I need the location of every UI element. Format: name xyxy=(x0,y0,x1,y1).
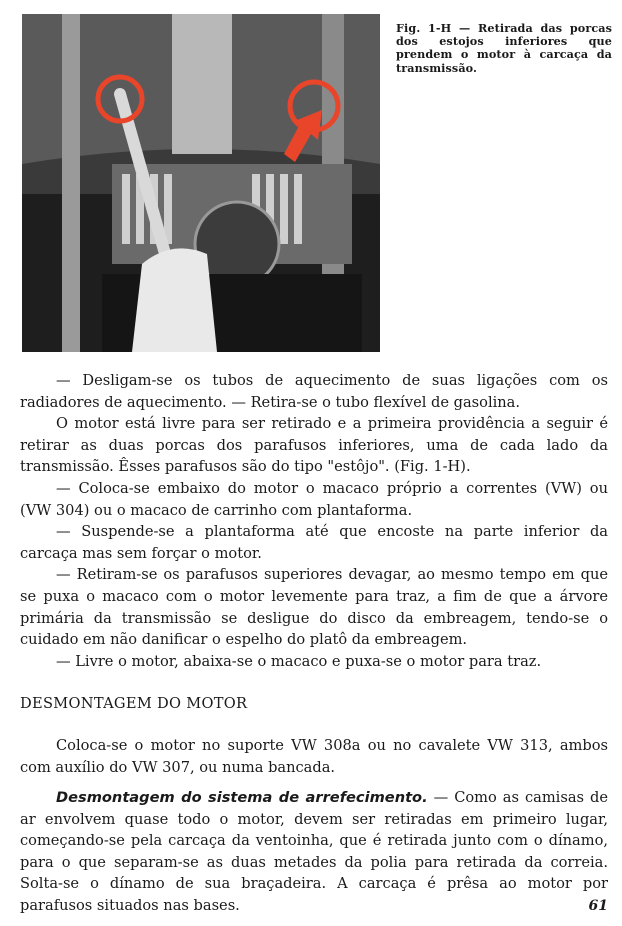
cooling-title: Desmontagem do sistema de arrefecimento. xyxy=(56,789,428,806)
paragraph: — Retiram-se os parafusos superiores devagar, ao mesmo tempo em que se puxa o macaco com o motor levemente para traz, a fim de que a árvore primária da transmissão se desligue do disco da embreagem, tendo-se o cuidado em não danificar o espelho do platô da embreagem. xyxy=(20,566,608,649)
paragraph: Coloca-se o motor no suporte VW 308a ou no cavalete VW 313, ambos com auxílio do VW 307, ou numa bancada. xyxy=(20,737,608,776)
section-text xyxy=(20,735,608,778)
paragraph: O motor está livre para ser retirado e a primeira providência a seguir é retirar as duas porcas dos parafusos inferiores, uma de cada lado da transmissão. Êsses parafusos são do tipo "estôjo". (Fig. 1-H). xyxy=(20,415,608,476)
cooling-text: — Como as camisas de ar envolvem quase todo o motor, devem ser retiradas em primeiro lugar, começando-se pela carcaça da ventoinha, que é retirada junto com o dínamo, para o que separam-se as duas metades da polia para retirada da correia. Solta-se o dínamo de sua braçadeira. A carcaça é prêsa ao motor por parafusos situados nas bases. xyxy=(20,789,608,914)
paragraph: — Livre o motor, abaixa-se o macaco e puxa-se o motor para traz. xyxy=(56,652,542,670)
paragraph: — Desligam-se os tubos de aquecimento de suas ligações com os radiadores de aquecimento. — Retira-se o tubo flexível de gasolina. xyxy=(20,372,608,411)
paragraph: — Suspende-se a plantaforma até que encoste na parte inferior da carcaça mas sem forçar o motor. xyxy=(20,523,608,562)
engine-photo-illustration xyxy=(22,14,380,352)
cooling-section xyxy=(20,787,608,917)
section-heading: DESMONTAGEM DO MOTOR xyxy=(20,695,248,712)
paragraph xyxy=(20,787,608,917)
figure-photo xyxy=(22,14,380,352)
body-text xyxy=(20,370,608,672)
page-number: 61 xyxy=(588,898,608,914)
figure-caption: Fig. 1-H — Retirada das porcas dos estojos inferiores que prendem o motor à carcaça da transmissão. xyxy=(396,21,612,75)
paragraph: — Coloca-se embaixo do motor o macaco próprio a correntes (VW) ou (VW 304) ou o macaco de carrinho com plantaforma. xyxy=(20,479,608,519)
